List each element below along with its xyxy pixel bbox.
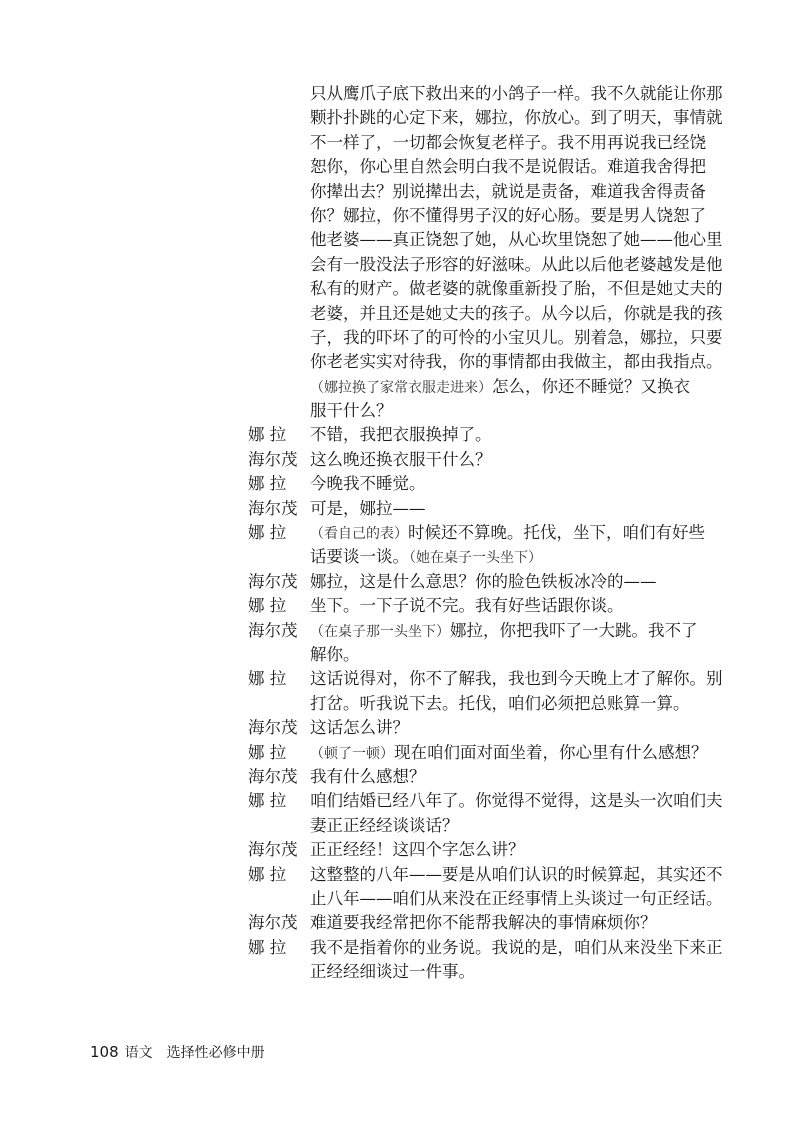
line-text: 不错，我把衣服换掉了。 (310, 425, 492, 445)
dialogue-line (248, 765, 710, 789)
dialogue-continuation: 打岔。听我说下去。托伐，咱们必须把总账算一算。 (310, 693, 690, 713)
speaker-helmer: 海尔茂 (248, 498, 298, 518)
monologue-line: 只从鹰爪子底下救出来的小鸽子一样。我不久就能让你那 (310, 84, 723, 103)
monologue-line: 他老婆——真正饶恕了她，从心坎里饶恕了她——他心里 (310, 230, 723, 250)
page-number: 108 (90, 1043, 119, 1061)
stage-direction: （她在桌子一头坐下） (409, 550, 542, 567)
line-text: 怎么，你还不睡觉？又换衣 (492, 376, 690, 396)
line-text: 这整整的八年——要是从咱们认识的时候算起，其实还不 (310, 864, 723, 884)
line-text: 正正经经！这四个字怎么讲？ (310, 840, 525, 860)
line-text: 难道要我经常把你不能帮我解决的事情麻烦你？ (310, 913, 657, 933)
dialogue-line (248, 570, 710, 594)
monologue-line: 老婆，并且还是她丈夫的孩子。从今以后，你就是我的孩 (310, 303, 723, 323)
speaker-nora: 娜 拉 (248, 742, 287, 762)
line-text: 娜拉，这是什么意思？你的脸色铁板冰冷的—— (310, 571, 657, 591)
dialogue-line (248, 667, 723, 691)
line-text: 时候还不算晚。托伐，坐下，咱们有好些 (408, 523, 705, 543)
play-script (248, 82, 723, 984)
monologue-line: 服干什么？ (310, 401, 393, 421)
monologue-line: 你老老实实对待我，你的事情都由我做主，都由我指点。 (310, 352, 723, 372)
dialogue-line (248, 448, 710, 472)
speaker-nora: 娜 拉 (248, 523, 287, 543)
dialogue-continuation: 正经经细谈过一件事。 (310, 962, 475, 982)
speaker-nora: 娜 拉 (248, 937, 287, 957)
dialogue-continuation: 妻正正经经谈谈话？ (310, 815, 459, 835)
speaker-nora: 娜 拉 (248, 669, 287, 689)
dialogue-line (248, 789, 723, 813)
dialogue-continuation (248, 545, 710, 569)
line-text: 现在咱们面对面坐着，你心里有什么感想？ (394, 742, 708, 762)
speaker-nora: 娜 拉 (248, 425, 287, 445)
line-text: 咱们结婚已经八年了。你觉得不觉得，这是头一次咱们夫 (310, 791, 723, 811)
monologue-line: 你撵出去？别说撵出去，就说是责备，难道我舍得责备 (310, 181, 706, 201)
speaker-nora: 娜 拉 (248, 596, 287, 616)
speaker-nora: 娜 拉 (248, 474, 287, 494)
dialogue-line (248, 423, 710, 447)
page-footer (90, 1042, 265, 1062)
speaker-helmer: 海尔茂 (248, 449, 298, 469)
monologue-line: 颗扑扑跳的心定下来，娜拉，你放心。到了明天，事情就 (310, 108, 723, 128)
dialogue-line (248, 497, 710, 521)
line-text: 这么晚还换衣服干什么？ (310, 449, 492, 469)
dialogue-line (248, 838, 710, 862)
dialogue-line (248, 741, 710, 765)
monologue-line (248, 375, 710, 399)
line-text: 我不是指着你的业务说。我说的是，咱们从来没坐下来正 (310, 937, 723, 957)
speaker-helmer: 海尔茂 (248, 620, 298, 640)
monologue-line: 恕你，你心里自然会明白我不是说假话。难道我舍得把 (310, 157, 706, 177)
dialogue-line (248, 863, 723, 887)
line-text: 我有什么感想？ (310, 766, 426, 786)
stage-direction: （娜拉换了家常衣服走进来） (310, 379, 492, 396)
speaker-helmer: 海尔茂 (248, 718, 298, 738)
book-title: 语文 选择性必修中册 (124, 1045, 265, 1061)
line-text: 可是，娜拉—— (310, 498, 426, 518)
monologue-line: 你？娜拉，你不懂得男子汉的好心肠。要是男人饶恕了 (310, 205, 706, 225)
speaker-helmer: 海尔茂 (248, 840, 298, 860)
stage-direction: （看自己的表） (310, 526, 408, 543)
monologue-line: 子，我的吓坏了的可怜的小宝贝儿。别着急，娜拉，只要 (310, 327, 723, 347)
speaker-nora: 娜 拉 (248, 864, 287, 884)
monologue-line: 会有一股没法子形容的好滋味。从此以后他老婆越发是他 (310, 254, 723, 274)
dialogue-continuation: 解你。 (310, 644, 360, 664)
monologue-line: 私有的财产。做老婆的就像重新投了胎，不但是她丈夫的 (310, 279, 723, 299)
line-text: 这话怎么讲？ (310, 718, 409, 738)
dialogue-line (248, 716, 710, 740)
dialogue-line (248, 936, 723, 960)
dialogue-line (248, 911, 710, 935)
line-text: 坐下。一下子说不完。我有好些话跟你谈。 (310, 596, 624, 616)
speaker-nora: 娜 拉 (248, 791, 287, 811)
speaker-helmer: 海尔茂 (248, 571, 298, 591)
dialogue-line (248, 521, 710, 545)
dialogue-line (248, 619, 710, 643)
line-text: 今晚我不睡觉。 (310, 474, 426, 494)
stage-direction: （顿了一顿） (310, 745, 394, 762)
speaker-helmer: 海尔茂 (248, 913, 298, 933)
line-text: 这话说得对，你不了解我，我也到今天晚上才了解你。别 (310, 669, 723, 689)
speaker-helmer: 海尔茂 (248, 766, 298, 786)
line-text: 娜拉，你把我吓了一大跳。我不了 (450, 620, 698, 640)
dialogue-continuation: 止八年——咱们从来没在正经事情上头谈过一句正经话。 (310, 888, 723, 908)
dialogue-line (248, 472, 710, 496)
stage-direction: （在桌子那一头坐下） (310, 623, 450, 640)
monologue-line: 不一样了，一切都会恢复老样子。我不用再说我已经饶 (310, 132, 706, 152)
line-text: 话要谈一谈。 (310, 547, 409, 567)
dialogue-line (248, 594, 710, 618)
